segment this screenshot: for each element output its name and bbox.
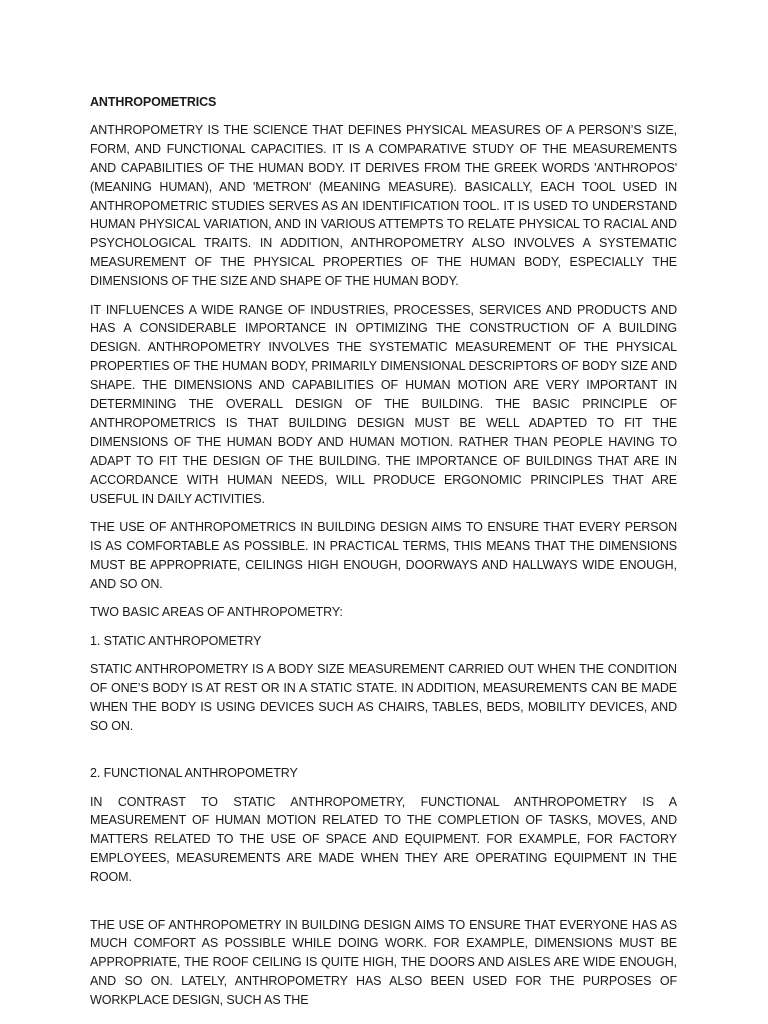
document-title: ANTHROPOMETRICS — [90, 95, 217, 109]
blank-line — [90, 897, 677, 916]
paragraph-two-areas: TWO BASIC AREAS OF ANTHROPOMETRY: — [90, 605, 343, 620]
heading-functional-anthropometry: 2. FUNCTIONAL ANTHROPOMETRY — [90, 766, 298, 781]
document-page — [90, 93, 677, 1020]
blank-line — [90, 745, 677, 764]
paragraph-workplace: THE USE OF ANTHROPOMETRY IN BUILDING DESIGN AIMS TO ENSURE THAT EVERYONE HAS AS MUCH COMFORT AS POSSIBLE WHILE DOING WORK. FOR EXAMPLE, DIMENSIONS MUST BE APPROPRIATE, THE ROOF CEILING IS QUITE HIGH, THE DOORS AND AISLES ARE WIDE ENOUGH, AND SO ON. LATELY, ANTHROPOMETRY HAS ALSO BEEN USED FOR THE PURPOSES OF WORKPLACE DESIGN, SUCH AS THE — [90, 917, 677, 1008]
paragraph-definition: ANTHROPOMETRY IS THE SCIENCE THAT DEFINES PHYSICAL MEASURES OF A PERSON’S SIZE, FORM, AND FUNCTIONAL CAPACITIES. IT IS A COMPARATIVE STUDY OF THE MEASUREMENTS AND CAPABILITIES OF THE HUMAN BODY. IT DERIVES FROM THE GREEK WORDS 'ANTHROPOS' (MEANING HUMAN), AND 'METRON' (MEANING MEASURE). BASICALLY, EACH TOOL USED IN ANTHROPOMETRIC STUDIES SERVES AS AN IDENTIFICATION TOOL. IT IS USED TO UNDERSTAND HUMAN PHYSICAL VARIATION, AND IN VARIOUS ATTEMPTS TO RELATE PHYSICAL TO RACIAL AND PSYCHOLOGICAL TRAITS. IN ADDITION, ANTHROPOMETRY ALSO INVOLVES A SYSTEMATIC MEASUREMENT OF THE PHYSICAL PROPERTIES OF THE HUMAN BODY, ESPECIALLY THE DIMENSIONS OF THE SIZE AND SHAPE OF THE HUMAN BODY. — [90, 122, 677, 289]
paragraph-functional: IN CONTRAST TO STATIC ANTHROPOMETRY, FUNCTIONAL ANTHROPOMETRY IS A MEASUREMENT OF HUMAN MOTION RELATED TO THE COMPLETION OF TASKS, MOVES, AND MATTERS RELATED TO THE USE OF SPACE AND EQUIPMENT. FOR EXAMPLE, FOR FACTORY EMPLOYEES, MEASUREMENTS ARE MADE WHEN THEY ARE OPERATING EQUIPMENT IN THE ROOM. — [90, 794, 677, 885]
paragraph-building-design: THE USE OF ANTHROPOMETRICS IN BUILDING DESIGN AIMS TO ENSURE THAT EVERY PERSON IS AS COMFORTABLE AS POSSIBLE. IN PRACTICAL TERMS, THIS MEANS THAT THE DIMENSIONS MUST BE APPROPRIATE, CEILINGS HIGH ENOUGH, DOORWAYS AND HALLWAYS WIDE ENOUGH, AND SO ON. — [90, 520, 677, 591]
paragraph-influences: IT INFLUENCES A WIDE RANGE OF INDUSTRIES, PROCESSES, SERVICES AND PRODUCTS AND HAS A CONSIDERABLE IMPORTANCE IN OPTIMIZING THE CONSTRUCTION OF A BUILDING DESIGN. ANTHROPOMETRY INVOLVES THE SYSTEMATIC MEASUREMENT OF THE PHYSICAL PROPERTIES OF THE HUMAN BODY, PRIMARILY DIMENSIONAL DESCRIPTORS OF BODY SIZE AND SHAPE. THE DIMENSIONS AND CAPABILITIES OF HUMAN MOTION ARE VERY IMPORTANT IN DETERMINING THE OVERALL DESIGN OF THE BUILDING. THE BASIC PRINCIPLE OF ANTHROPOMETRICS IS THAT BUILDING DESIGN MUST BE WELL ADAPTED TO FIT THE DIMENSIONS OF THE HUMAN BODY AND HUMAN MOTION. RATHER THAN PEOPLE HAVING TO ADAPT TO FIT THE DESIGN OF THE BUILDING. THE IMPORTANCE OF BUILDINGS THAT ARE IN ACCORDANCE WITH HUMAN NEEDS, WILL PRODUCE ERGONOMIC PRINCIPLES THAT ARE USEFUL IN DAILY ACTIVITIES. — [90, 302, 677, 506]
paragraph-static: STATIC ANTHROPOMETRY IS A BODY SIZE MEASUREMENT CARRIED OUT WHEN THE CONDITION OF ONE’S BODY IS AT REST OR IN A STATIC STATE. IN ADDITION, MEASUREMENTS CAN BE MADE WHEN THE BODY IS USING DEVICES SUCH AS CHAIRS, TABLES, BEDS, MOBILITY DEVICES, AND SO ON. — [90, 661, 677, 733]
heading-static-anthropometry: 1. STATIC ANTHROPOMETRY — [90, 633, 262, 648]
